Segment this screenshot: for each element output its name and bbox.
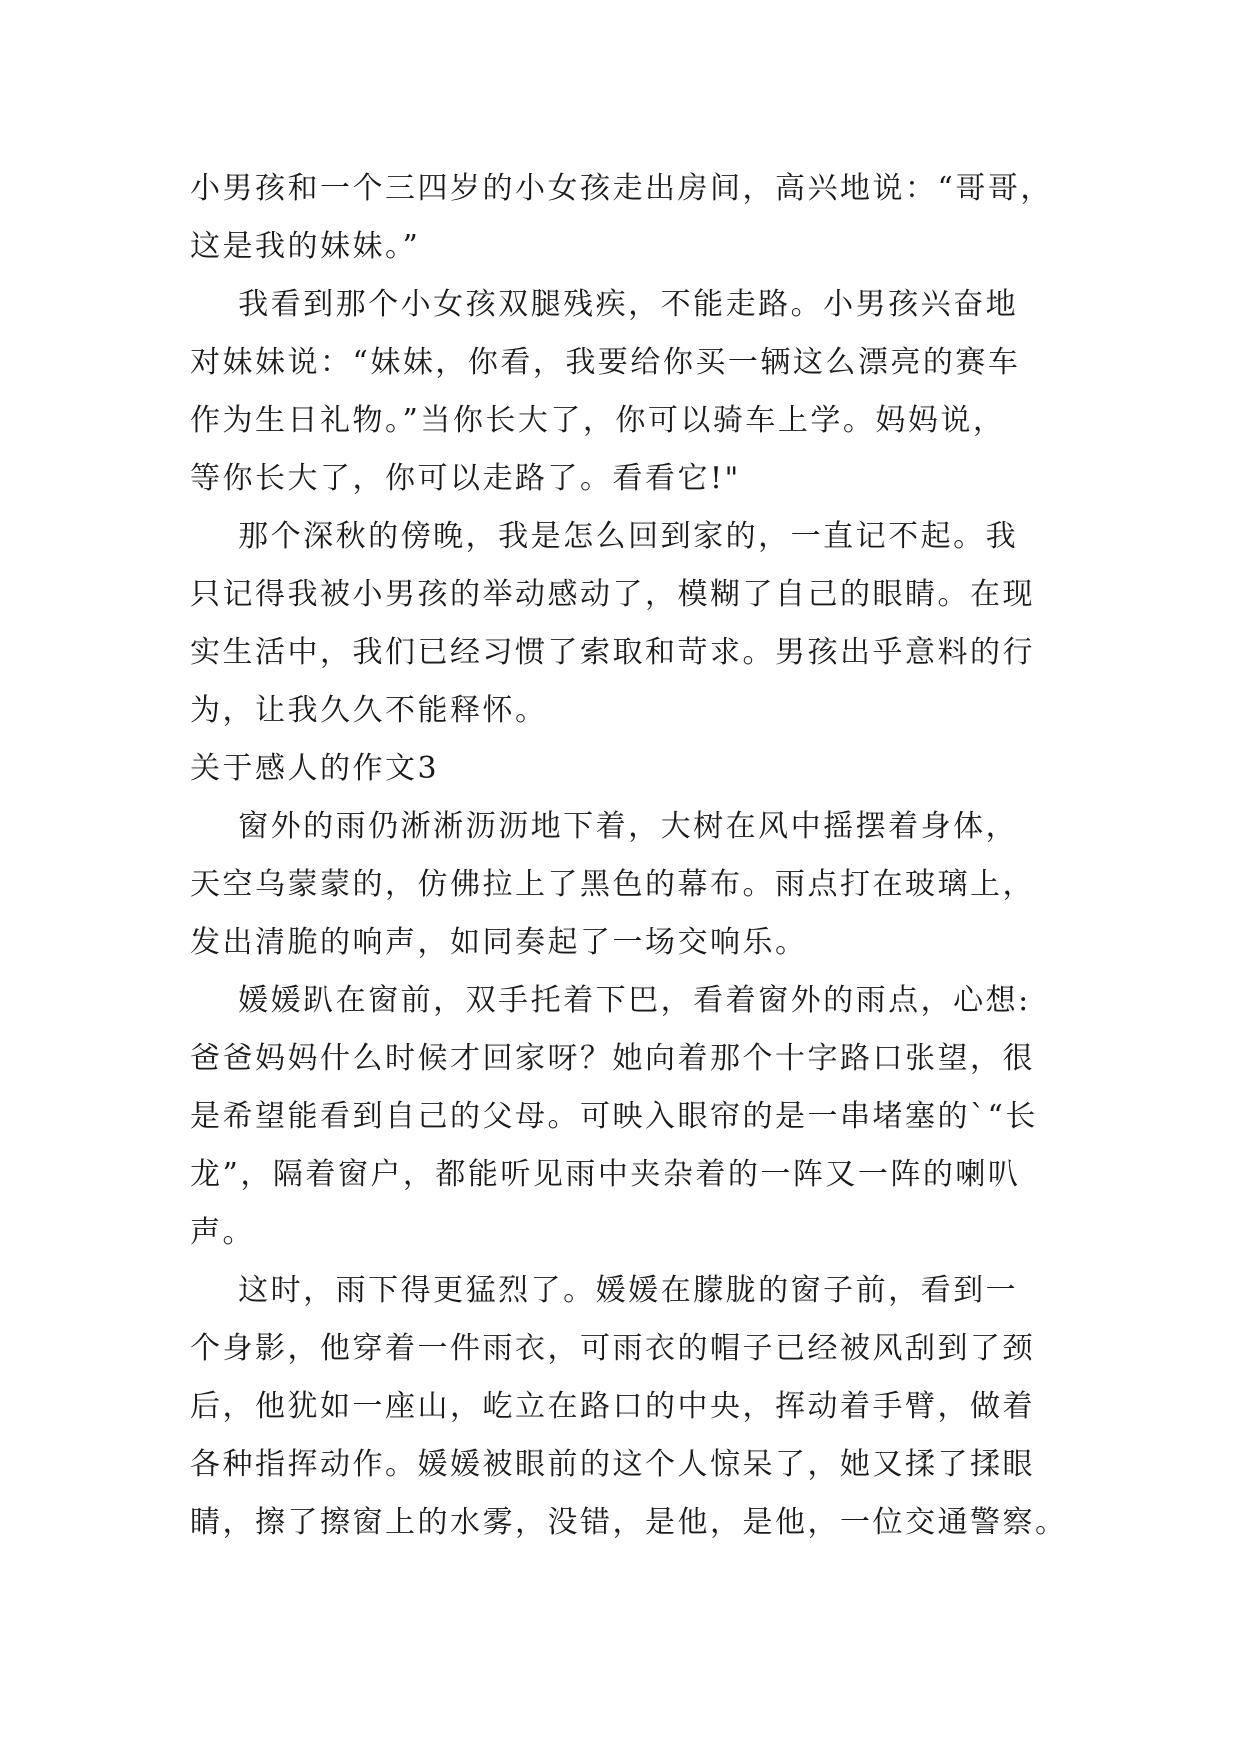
text-line: 只记得我被小男孩的举动感动了，模糊了自己的眼睛。在现 (190, 577, 1035, 612)
text-line: 我看到那个小女孩双腿残疾，不能走路。小男孩兴奋地 (190, 287, 1019, 322)
text-line: 发出清脆的响声，如同奏起了一场交响乐。 (190, 925, 808, 960)
text-line: 实生活中，我们已经习惯了索取和苛求。男孩出乎意料的行 (190, 635, 1035, 670)
text-line: 声。 (190, 1215, 255, 1250)
text-line: 爸爸妈妈什么时候才回家呀？她向着那个十字路口张望，很 (190, 1041, 1035, 1076)
text-line: 窗外的雨仍淅淅沥沥地下着，大树在风中摇摆着身体， (190, 809, 1019, 844)
text-line: 媛媛趴在窗前，双手托着下巴，看着窗外的雨点，心想: (190, 983, 1031, 1018)
text-line: 后，他犹如一座山，屹立在路口的中央，挥动着手臂，做着 (190, 1389, 1035, 1424)
text-line: 天空乌蒙蒙的，仿佛拉上了黑色的幕布。雨点打在玻璃上， (190, 867, 1035, 902)
text-line: 作为生日礼物。”当你长大了，你可以骑车上学。妈妈说， (190, 403, 1006, 438)
text-line: 龙”，隔着窗户，都能听见雨中夹杂着的一阵又一阵的喇叭 (190, 1157, 1021, 1192)
section-heading: 关于感人的作文3 (190, 751, 440, 786)
text-line: 小男孩和一个三四岁的小女孩走出房间，高兴地说：“哥哥， (190, 171, 1053, 206)
text-line: 对妹妹说：“妹妹，你看，我要给你买一辆这么漂亮的赛车 (190, 345, 1021, 380)
text-line: 这是我的妹妹。” (190, 229, 421, 264)
text-line: 这时，雨下得更猛烈了。媛媛在朦胧的窗子前，看到一 (190, 1273, 1019, 1308)
text-line: 为，让我久久不能释怀。 (190, 693, 548, 728)
text-line: 那个深秋的傍晚，我是怎么回到家的，一直记不起。我 (190, 519, 1019, 554)
text-line: 个身影，他穿着一件雨衣，可雨衣的帽子已经被风刮到了颈 (190, 1331, 1035, 1366)
text-line: 等你长大了，你可以走路了。看看它!" (190, 461, 741, 496)
text-line: 是希望能看到自己的父母。可映入眼帘的是一串堵塞的`“长 (190, 1099, 1038, 1134)
essay-text (190, 160, 1070, 1552)
text-line: 睛，擦了擦窗上的水雾，没错，是他，是他，一位交通警察。 (190, 1505, 1068, 1540)
text-line: 各种指挥动作。媛媛被眼前的这个人惊呆了，她又揉了揉眼 (190, 1447, 1035, 1482)
